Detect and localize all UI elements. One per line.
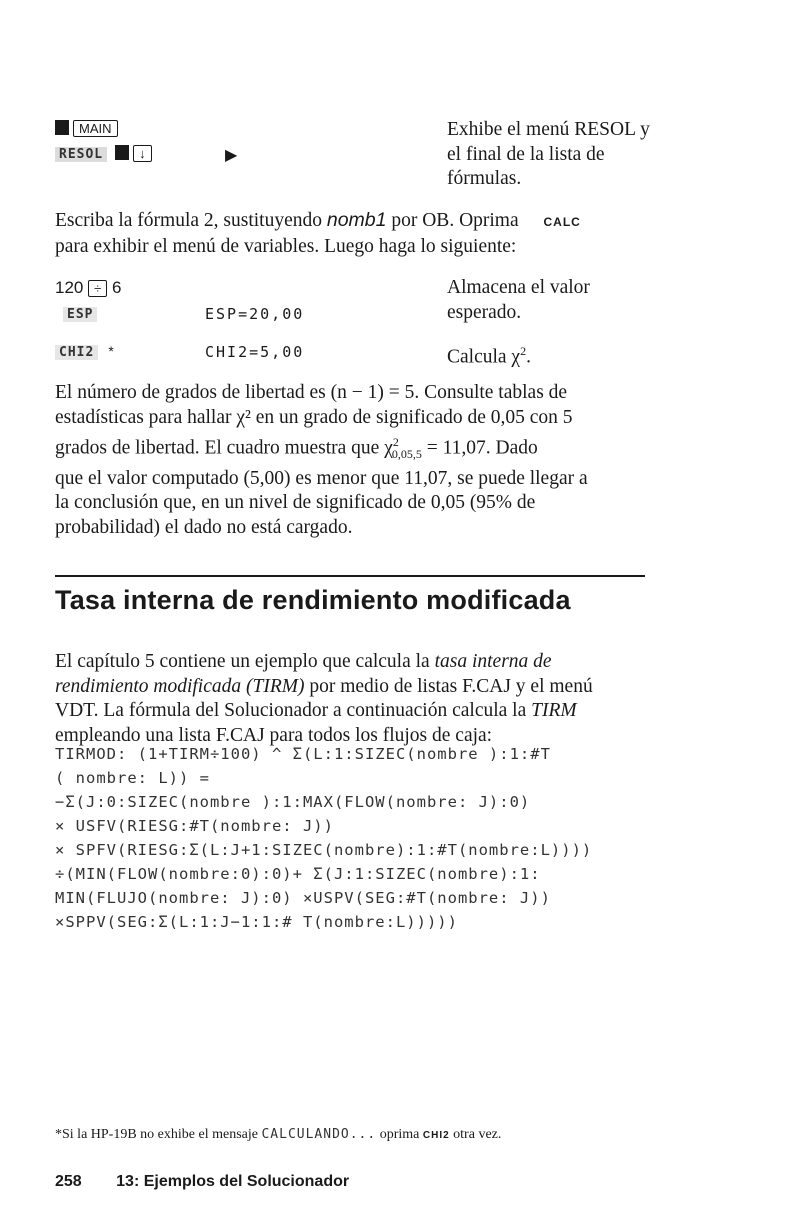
paragraph-degrees: El número de grados de libertad es (n − 1) = 5. Consulte tablas de estadísticas para hallar χ² en un grado de significado de 0,05 con 5 grados de libertad. El cuadro muestra que $\chi^2_{0,05,5} = 11,07$. Dado que el valor computado (5,00) es menor que 11,07, se puede llegar a la conclusión que, en un nivel de significado de 0,05 (95% de probabilidad) el dado no está cargado.	[55, 382, 588, 538]
arrow-marker-icon: ▶	[225, 147, 238, 164]
display-chi2: CHI2=5,00	[205, 343, 305, 361]
shift-key-icon	[115, 145, 129, 160]
formula-line: ÷(MIN(FLOW(nombre:0):0)+ Σ(J:1:SIZEC(nombre):1:	[55, 865, 541, 883]
divide-key[interactable]: ÷	[88, 280, 107, 297]
calc-softkey[interactable]: CALC	[543, 215, 581, 229]
table-desc-2: esperado.	[447, 302, 522, 323]
formula-line: −Σ(J:0:SIZEC(nombre ):1:MAX(FLOW(nombre: J):0)	[55, 793, 531, 811]
table-desc-3: Calcula $\chi^2$.	[447, 344, 531, 368]
footnote: *Si la HP-19B no exhibe el mensaje CALCULANDO... oprima CHI2 otra vez.	[55, 1127, 502, 1142]
page-number: 258	[55, 1173, 82, 1190]
chi2-softkey[interactable]: CHI2	[55, 345, 98, 360]
paragraph-instructions: Escriba la fórmula 2, sustituyendo nomb1 por OB. Oprima CALC para exhibir el menú de variables. Luego haga lo siguiente:	[55, 209, 581, 257]
down-arrow-key[interactable]: ↓	[133, 145, 152, 162]
key-row-resol	[55, 145, 152, 163]
table-row-keys: 120 ÷ 6	[55, 278, 122, 297]
formula-line: ×SPPV(SEG:Σ(L:1:J−1:1:# T(nombre:L)))))	[55, 913, 458, 931]
table-row-chi2: CHI2 *	[55, 343, 114, 361]
formula-line: MIN(FLUJO(nombre: J):0) ×USPV(SEG:#T(nombre: J))	[55, 889, 551, 907]
resol-softkey[interactable]: RESOL	[55, 147, 107, 162]
key-rows-note: Exhibe el menú RESOL y el final de la lista de fórmulas.	[447, 119, 650, 189]
formula-line: TIRMOD: (1+TIRM÷100) ^ Σ(L:1:SIZEC(nombre ):1:#T	[55, 745, 551, 763]
section-title: Tasa interna de rendimiento modificada	[55, 585, 571, 615]
paragraph-tirm: El capítulo 5 contiene un ejemplo que calcula la tasa interna de rendimiento modificada (TIRM) por medio de listas F.CAJ y el menú VDT. La fórmula del Solucionador a continuación calcula la TIRM empleando una lista F.CAJ para todos los flujos de caja:	[55, 651, 593, 746]
main-key[interactable]: MAIN	[73, 120, 118, 137]
page-footer	[55, 1173, 349, 1191]
key-row-main	[55, 120, 118, 138]
formula-line: × SPFV(RIESG:Σ(L:J+1:SIZEC(nombre):1:#T(nombre:L))))	[55, 841, 593, 859]
display-esp: ESP=20,00	[205, 305, 305, 323]
chapter-title: 13: Ejemplos del Solucionador	[116, 1173, 350, 1190]
solver-formula	[55, 742, 755, 934]
section-divider	[55, 575, 645, 577]
shift-key-icon	[55, 120, 69, 135]
formula-line: × USFV(RIESG:#T(nombre: J))	[55, 817, 334, 835]
table-desc-1: Almacena el valor	[447, 277, 590, 298]
table-row-esp	[63, 305, 97, 323]
formula-line: ( nombre: L)) =	[55, 769, 210, 787]
esp-softkey[interactable]: ESP	[63, 307, 97, 322]
